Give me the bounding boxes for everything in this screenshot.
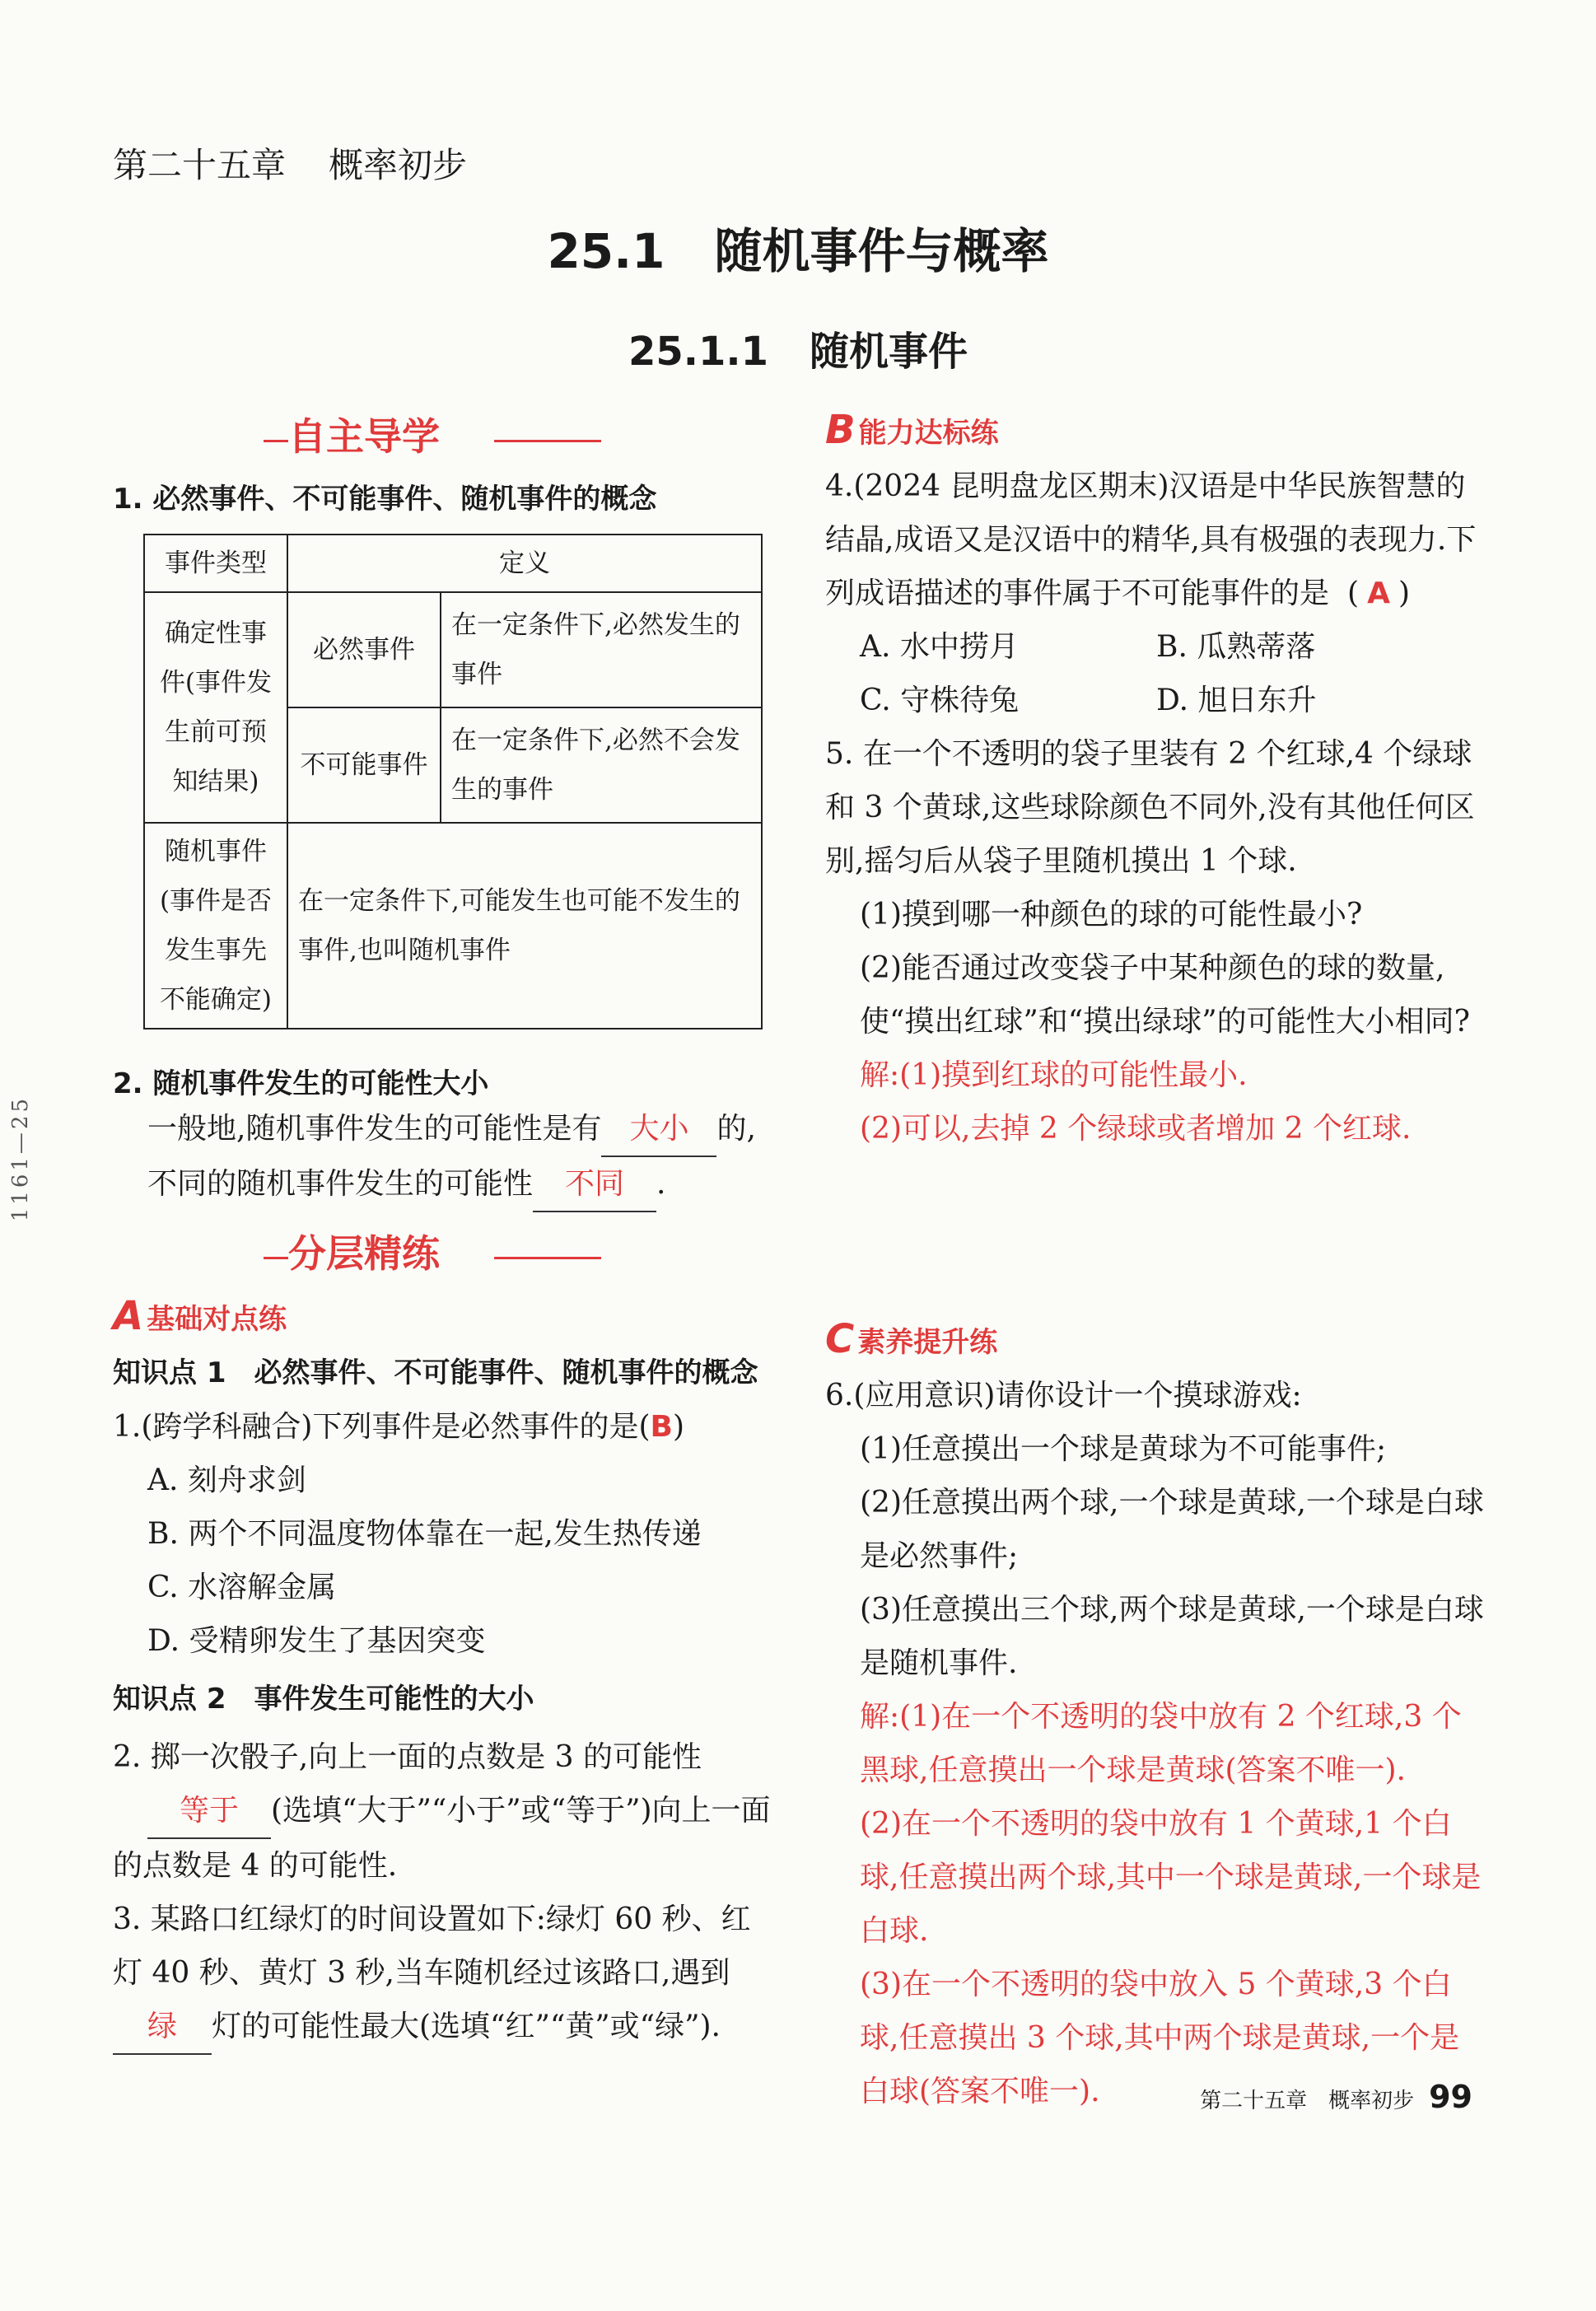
q4-options-row-2 — [825, 674, 1484, 727]
q1-option-a: A. 刻舟求剑 — [147, 1464, 306, 1497]
q6-solution-2: (2)在一个不透明的袋中放有 1 个黄球,1 个白球,任意摸出两个球,其中一个球是黄球,一个球是白球. — [860, 1807, 1482, 1948]
table-cell-certain-def: 在一定条件下,必然发生的事件 — [441, 592, 762, 707]
q1-stem-text: 1.(跨学科融合)下列事件是必然事件的是( — [113, 1410, 651, 1444]
q4-close: ) — [1398, 577, 1410, 610]
section-name: 随机事件与概率 — [714, 223, 1049, 279]
right-column-c — [825, 1369, 1484, 2118]
q2-answer-2: 不同 — [533, 1157, 656, 1212]
table-header-definition: 定义 — [287, 535, 762, 592]
left-practice-column — [113, 1346, 772, 2055]
q1-option-c: C. 水溶解金属 — [147, 1571, 337, 1604]
banner-line — [494, 1257, 601, 1259]
q5-part-1: (1)摸到哪一种颜色的球的可能性最小? — [860, 898, 1363, 931]
q4-open: ( — [1347, 577, 1360, 610]
q2-post-text: (选填“大于”“小于”或“等于”)向上一面的点数是 4 的可能性. — [113, 1794, 771, 1883]
q2-body — [113, 1102, 772, 1212]
q1-option-d: D. 受精卵发生了基因突变 — [147, 1624, 486, 1658]
banner-line — [494, 440, 601, 442]
table-cell-deterministic: 确定性事件(事件发生前可预知结果) — [144, 592, 287, 823]
tag-b — [825, 407, 999, 453]
practice-banner-text: 分层精练 — [288, 1231, 440, 1276]
q2-answer: 等于 — [147, 1784, 271, 1839]
banner-line — [264, 1257, 288, 1259]
q5-solution-2: (2)可以,去掉 2 个绿球或者增加 2 个红球. — [860, 1112, 1412, 1146]
q5-stem: 5. 在一个不透明的袋子里装有 2 个红球,4 个绿球和 3 个黄球,这些球除颜色不同外,没有其他任何区别,摇匀后从袋子里随机摸出 1 个球. — [825, 737, 1475, 878]
q1-close: ) — [672, 1410, 684, 1444]
subsection-title — [0, 320, 1596, 376]
q4-option-d: D. 旭日东升 — [1156, 684, 1317, 717]
q2-pre-text: 2. 掷一次骰子,向上一面的点数是 3 的可能性 — [113, 1740, 702, 1774]
q4-answer: A — [1367, 577, 1390, 610]
q2-title: 2. 随机事件发生的可能性大小 — [113, 1067, 489, 1100]
right-column-b — [825, 460, 1484, 1156]
q4-stem — [825, 460, 1484, 620]
q2-answer-1: 大小 — [601, 1102, 716, 1157]
table-header-type: 事件类型 — [144, 535, 287, 592]
q6-part-3: (3)任意摸出三个球,两个球是黄球,一个球是白球是随机事件. — [860, 1593, 1484, 1680]
table-cell-random: 随机事件(事件是否发生事先不能确定) — [144, 823, 287, 1029]
table-cell-impossible: 不可能事件 — [287, 707, 441, 823]
table-cell-certain: 必然事件 — [287, 592, 441, 707]
q6-solution-1: 解:(1)在一个不透明的袋中放有 2 个红球,3 个黑球,任意摸出一个球是黄球(答案不唯一). — [860, 1700, 1462, 1787]
q4-option-a: A. 水中捞月 — [860, 630, 1019, 664]
tag-a — [113, 1293, 287, 1339]
section-title — [0, 212, 1596, 282]
q5-part-2: (2)能否通过改变袋子中某种颜色的球的数量,使“摸出红球”和“摸出绿球”的可能性大小相同? — [860, 951, 1470, 1039]
section-number: 25.1 — [547, 223, 665, 279]
q1-title: 1. 必然事件、不可能事件、随机事件的概念 — [113, 483, 657, 516]
q2-text-mid: 的,不同的随机事件发生的可能性 — [147, 1112, 756, 1201]
tag-a-text: 基础对点练 — [147, 1302, 287, 1336]
page-number: 99 — [1429, 2079, 1472, 2115]
q4-options-row-1 — [825, 620, 1484, 674]
table-cell-random-def: 在一定条件下,可能发生也可能不发生的事件,也叫随机事件 — [287, 823, 762, 1029]
q3-post-text: 灯的可能性最大(选填“红”“黄”或“绿”). — [212, 2010, 721, 2043]
q2-text-end: . — [656, 1167, 666, 1201]
q2-text-pre: 一般地,随机事件发生的可能性是有 — [147, 1112, 602, 1146]
definition-table — [143, 534, 763, 1029]
knowledge-point-2: 知识点 2 事件发生可能性的大小 — [113, 1683, 534, 1716]
q3-answer: 绿 — [113, 2000, 212, 2055]
table-cell-impossible-def: 在一定条件下,必然不会发生的事件 — [441, 707, 762, 823]
q6-stem: 6.(应用意识)请你设计一个摸球游戏: — [825, 1379, 1302, 1412]
tag-b-letter: B — [825, 407, 856, 453]
chapter-name: 概率初步 — [329, 145, 468, 185]
self-study-banner-text: 自主导学 — [288, 414, 440, 459]
subsection-name: 随机事件 — [810, 329, 968, 375]
q5-solution-1: 解:(1)摸到红球的可能性最小. — [860, 1058, 1248, 1092]
tag-c-text: 素养提升练 — [857, 1325, 998, 1359]
q6-part-1: (1)任意摸出一个球是黄球为不可能事件; — [860, 1432, 1387, 1466]
tag-c-letter: C — [825, 1316, 855, 1362]
side-mark: 1161—25 — [8, 1095, 33, 1222]
tag-b-text: 能力达标练 — [858, 416, 999, 450]
q6-part-2: (2)任意摸出两个球,一个球是黄球,一个球是白球是必然事件; — [860, 1486, 1484, 1573]
banner-line — [264, 440, 288, 442]
q4-option-b: B. 瓜熟蒂落 — [1156, 630, 1316, 664]
q4-stem-text: 4.(2024 昆明盘龙区期末)汉语是中华民族智慧的结晶,成语又是汉语中的精华,具有极强的表现力.下列成语描述的事件属于不可能事件的是 — [825, 469, 1477, 610]
q1-option-b: B. 两个不同温度物体靠在一起,发生热传递 — [147, 1517, 702, 1551]
self-study-banner — [288, 407, 440, 461]
q3-stem — [113, 1893, 772, 2055]
q1-answer: B — [650, 1410, 673, 1444]
q6-solution-3: (3)在一个不透明的袋中放入 5 个黄球,3 个白球,任意摸出 3 个球,其中两个球是黄球,一个是白球(答案不唯一). — [860, 1968, 1460, 2108]
q1-stem — [113, 1400, 772, 1454]
q4-option-c: C. 守株待兔 — [860, 684, 1020, 717]
page-footer — [1200, 2079, 1472, 2115]
chapter-number: 第二十五章 — [113, 145, 287, 185]
chapter-heading — [113, 138, 510, 188]
q3-pre-text: 3. 某路口红绿灯的时间设置如下:绿灯 60 秒、红灯 40 秒、黄灯 3 秒,当车随机经过该路口,遇到 — [113, 1902, 751, 1990]
subsection-number: 25.1.1 — [628, 329, 769, 375]
practice-banner — [288, 1224, 440, 1278]
tag-a-letter: A — [113, 1293, 144, 1339]
tag-c — [825, 1316, 997, 1362]
q2-stem — [113, 1730, 772, 1893]
footer-chapter: 第二十五章 概率初步 — [1200, 2089, 1415, 2113]
knowledge-point-1: 知识点 1 必然事件、不可能事件、随机事件的概念 — [113, 1356, 758, 1389]
